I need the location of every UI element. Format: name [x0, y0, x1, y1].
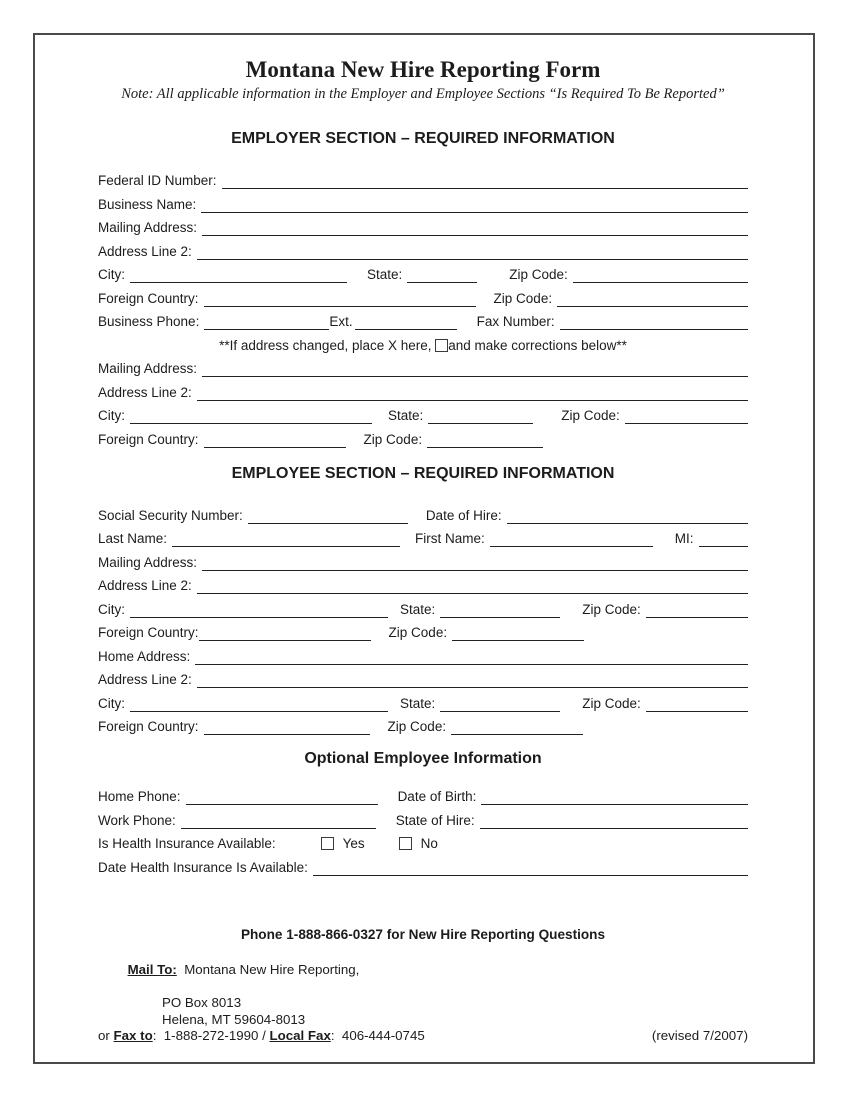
first-name-label: First Name:	[415, 531, 485, 546]
employee-zip-input[interactable]	[646, 602, 748, 618]
employee-city-row	[98, 601, 748, 618]
mail-city: Helena, MT 59604-8013	[162, 1011, 306, 1027]
revised-date: (revised 7/2007)	[651, 1028, 748, 1043]
address-change-note-after: and make corrections below**	[448, 337, 627, 353]
fax-number-input[interactable]	[560, 314, 748, 330]
yes-label: Yes	[342, 836, 365, 851]
home-phone-label: Home Phone:	[98, 789, 181, 804]
date-health-insurance-row	[98, 859, 748, 876]
federal-id-label: Federal ID Number:	[98, 173, 217, 188]
date-of-birth-input[interactable]	[481, 789, 748, 805]
local-fax-label: Local Fax	[269, 1028, 331, 1043]
employee-mailing-address-input[interactable]	[202, 555, 748, 571]
employer-city-input[interactable]	[130, 267, 347, 283]
zip-label: Zip Code:	[582, 601, 641, 617]
address-line2-label: Address Line 2:	[98, 578, 192, 593]
last-name-label: Last Name:	[98, 531, 168, 546]
mi-input[interactable]	[699, 531, 748, 547]
business-name-label: Business Name:	[98, 196, 197, 212]
zip-label: Zip Code:	[387, 719, 447, 734]
last-name-input[interactable]	[172, 531, 400, 547]
work-phone-input[interactable]	[181, 813, 376, 829]
ssn-label: Social Security Number:	[98, 507, 243, 523]
date-of-birth-label: Date of Birth:	[397, 789, 477, 804]
state-label: State:	[388, 408, 424, 423]
employer-state-input[interactable]	[407, 267, 477, 283]
ext-label: Ext.	[329, 314, 353, 329]
corrected-address-line2-row	[98, 384, 748, 401]
address-change-note	[98, 337, 748, 354]
state-label: State:	[400, 695, 436, 711]
no-label: No	[420, 836, 438, 851]
zip-label: Zip Code:	[509, 267, 568, 282]
fax-number-label: Fax Number:	[476, 314, 555, 329]
corrected-state-input[interactable]	[428, 408, 533, 424]
corrected-mailing-address-row	[98, 360, 748, 377]
health-insurance-yes-checkbox[interactable]	[321, 837, 334, 850]
corrected-foreign-country-input[interactable]	[204, 432, 346, 448]
mi-label: MI:	[674, 531, 694, 546]
zip-label: Zip Code:	[363, 431, 423, 447]
home-address-label: Home Address:	[98, 648, 191, 664]
date-health-insurance-input[interactable]	[313, 860, 748, 876]
ext-input[interactable]	[355, 314, 457, 330]
employee-foreign-zip-input[interactable]	[452, 625, 584, 641]
home-phone-row	[98, 788, 748, 805]
employee-address-line2-row	[98, 577, 748, 594]
home-address-row	[98, 648, 748, 665]
city-label: City:	[98, 408, 125, 423]
ssn-row	[98, 507, 748, 524]
optional-section	[98, 788, 748, 876]
employer-foreign-zip-input[interactable]	[557, 291, 748, 307]
work-phone-label: Work Phone:	[98, 812, 176, 828]
employer-city-row	[98, 266, 748, 283]
employee-section	[98, 507, 748, 736]
employer-zip-input[interactable]	[573, 267, 748, 283]
business-name-input[interactable]	[201, 197, 748, 213]
corrected-city-input[interactable]	[130, 408, 372, 424]
employer-address-line2-input[interactable]	[197, 244, 748, 260]
address-change-note-before: **If address changed, place X here,	[219, 337, 436, 353]
employee-foreign-country-input[interactable]	[199, 625, 371, 641]
home-phone-input[interactable]	[186, 789, 378, 805]
health-insurance-row	[98, 835, 748, 852]
address-line2-label: Address Line 2:	[98, 243, 192, 259]
form-note: Note: All applicable information in the Employer and Employee Sections “Is Required To Be Reported”	[121, 86, 725, 102]
home-foreign-country-input[interactable]	[204, 719, 370, 735]
corrected-zip-input[interactable]	[625, 408, 748, 424]
city-label: City:	[98, 601, 125, 617]
form-title: Montana New Hire Reporting Form	[245, 57, 601, 82]
address-line2-label: Address Line 2:	[98, 672, 192, 687]
address-line2-label: Address Line 2:	[98, 384, 192, 400]
employer-address-line2-row	[98, 243, 748, 260]
name-row	[98, 530, 748, 547]
city-label: City:	[98, 695, 125, 711]
home-address-line2-row	[98, 671, 748, 688]
corrected-foreign-zip-input[interactable]	[427, 432, 543, 448]
state-of-hire-label: State of Hire:	[395, 812, 475, 828]
employer-section-heading: EMPLOYER SECTION – REQUIRED INFORMATION	[231, 130, 615, 147]
first-name-input[interactable]	[490, 531, 653, 547]
fax-number-text: : 1-888-272-1990 /	[152, 1028, 270, 1043]
date-of-hire-label: Date of Hire:	[425, 507, 502, 523]
local-fax-number-text: : 406-444-0745	[330, 1028, 425, 1043]
city-label: City:	[98, 267, 125, 282]
corrected-address-line2-input[interactable]	[197, 385, 748, 401]
home-address-line2-input[interactable]	[197, 672, 748, 688]
foreign-country-label: Foreign Country:	[98, 290, 199, 306]
employee-city-input[interactable]	[130, 602, 388, 618]
home-address-input[interactable]	[195, 649, 748, 665]
mail-to-row	[98, 946, 748, 996]
mailing-address-label: Mailing Address:	[98, 220, 198, 235]
mail-to-name: Montana New Hire Reporting,	[176, 962, 360, 977]
home-zip-input[interactable]	[646, 696, 748, 712]
foreign-country-label: Foreign Country:	[98, 719, 199, 734]
employer-foreign-country-input[interactable]	[204, 291, 476, 307]
business-phone-input[interactable]	[204, 314, 329, 330]
ssn-input[interactable]	[248, 508, 408, 524]
mail-to-label: Mail To:	[127, 962, 177, 977]
optional-section-heading: Optional Employee Information	[304, 750, 542, 767]
employer-mailing-address-row	[98, 219, 748, 236]
footer-phone-line: Phone 1-888-866-0327 for New Hire Reporting Questions	[240, 926, 606, 942]
date-of-hire-input[interactable]	[507, 508, 748, 524]
corrected-mailing-address-input[interactable]	[202, 361, 748, 377]
foreign-country-label: Foreign Country:	[98, 431, 199, 447]
federal-id-input[interactable]	[222, 173, 748, 189]
employer-mailing-address-input[interactable]	[202, 220, 748, 236]
zip-label: Zip Code:	[388, 625, 448, 640]
fax-to-label: Fax to	[113, 1028, 153, 1043]
foreign-country-label: Foreign Country:	[98, 625, 199, 640]
home-foreign-country-row	[98, 718, 748, 735]
corrected-foreign-country-row	[98, 431, 748, 448]
state-of-hire-input[interactable]	[480, 813, 748, 829]
zip-label: Zip Code:	[493, 290, 553, 306]
federal-id-row	[98, 172, 748, 189]
home-state-input[interactable]	[440, 696, 560, 712]
employer-foreign-country-row	[98, 290, 748, 307]
zip-label: Zip Code:	[582, 695, 641, 711]
health-insurance-label: Is Health Insurance Available:	[98, 836, 276, 851]
work-phone-row	[98, 812, 748, 829]
home-city-row	[98, 695, 748, 712]
form-content	[98, 57, 748, 1045]
employee-mailing-address-row	[98, 554, 748, 571]
employee-foreign-country-row	[98, 624, 748, 641]
corrected-city-row	[98, 407, 748, 424]
mailing-address-label: Mailing Address:	[98, 361, 198, 376]
fax-or-text: or	[98, 1028, 114, 1043]
mailing-address-label: Mailing Address:	[98, 554, 198, 570]
zip-label: Zip Code:	[561, 408, 620, 423]
employee-address-line2-input[interactable]	[197, 578, 748, 594]
footer	[98, 926, 748, 1045]
date-health-insurance-label: Date Health Insurance Is Available:	[98, 859, 308, 875]
home-city-input[interactable]	[130, 696, 388, 712]
business-phone-row	[98, 313, 748, 330]
health-insurance-no-checkbox[interactable]	[399, 837, 412, 850]
business-phone-label: Business Phone:	[98, 314, 200, 329]
employee-state-input[interactable]	[440, 602, 560, 618]
state-label: State:	[367, 267, 403, 282]
employee-section-heading: EMPLOYEE SECTION – REQUIRED INFORMATION	[231, 464, 615, 482]
address-changed-checkbox[interactable]	[435, 339, 448, 352]
state-label: State:	[400, 601, 436, 617]
home-foreign-zip-input[interactable]	[451, 719, 583, 735]
employer-section	[98, 172, 748, 448]
mail-po-box: PO Box 8013	[162, 995, 242, 1010]
fax-row	[98, 1028, 748, 1045]
business-name-row	[98, 196, 748, 213]
